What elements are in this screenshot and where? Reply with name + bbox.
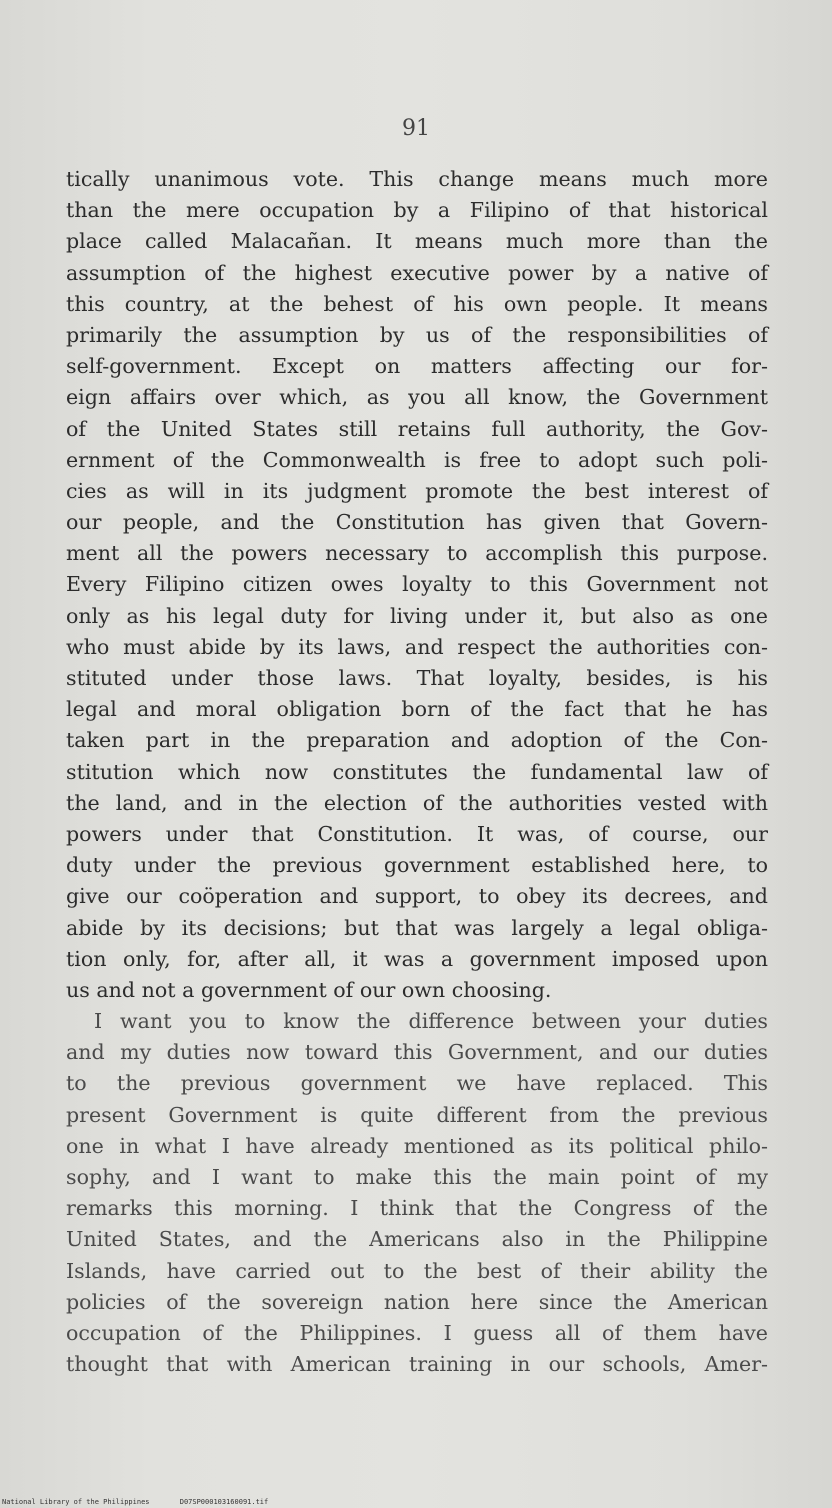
text-line: the land, and in the election of the authorities vested with	[66, 790, 768, 815]
text-line: cies as will in its judgment promote the best interest of	[66, 478, 768, 503]
text-line: taken part in the preparation and adoption of the Con-	[66, 728, 768, 753]
text-line: stitution which now constitutes the fundamental law of	[66, 759, 768, 784]
text-line: remarks this morning. I think that the Congress of the	[66, 1196, 768, 1221]
text-line: Islands, have carried out to the best of their ability the	[66, 1258, 768, 1283]
text-line: and my duties now toward this Government, and our duties	[66, 1040, 768, 1065]
text-line: eign affairs over which, as you all know, the Government	[66, 385, 768, 410]
page-number: 91	[402, 116, 430, 141]
text-line: primarily the assumption by us of the responsibilities of	[66, 322, 768, 347]
text-line: present Government is quite different from the previous	[66, 1102, 768, 1127]
text-line: sophy, and I want to make this the main point of my	[66, 1165, 768, 1189]
text-line: assumption of the highest executive power by a native of	[66, 260, 768, 285]
text-line-paragraph-end: us and not a government of our own choosing.	[66, 977, 552, 1002]
text-line: thought that with American training in our schools, Amer-	[66, 1352, 768, 1377]
text-line: abide by its decisions; but that was largely a legal obliga-	[66, 915, 768, 940]
text-line: ernment of the Commonwealth is free to adopt such poli-	[66, 447, 768, 472]
text-line: self-government. Except on matters affecting our for-	[66, 354, 768, 379]
text-line: place called Malacañan. It means much more than the	[66, 229, 768, 254]
text-line: give our coöperation and support, to obey its decrees, and	[66, 884, 768, 909]
text-line: who must abide by its laws, and respect the authorities con-	[66, 634, 768, 659]
text-line: to the previous government we have replaced. This	[66, 1071, 768, 1096]
text-line: ment all the powers necessary to accomplish this purpose.	[66, 541, 768, 566]
text-line: legal and moral obligation born of the fact that he has	[66, 697, 768, 722]
text-line: this country, at the behest of his own people. It means	[66, 291, 768, 316]
text-line: than the mere occupation by a Filipino of that historical	[66, 198, 768, 223]
body-text	[66, 164, 768, 1380]
text-line: only as his legal duty for living under it, but also as one	[66, 603, 768, 628]
text-line: Every Filipino citizen owes loyalty to this Government not	[66, 572, 768, 597]
text-line: tically unanimous vote. This change means much more	[66, 167, 768, 191]
text-line: one in what I have already mentioned as its political philo-	[66, 1133, 768, 1158]
library-credit: National Library of the Philippines	[2, 1498, 150, 1506]
scan-footer	[2, 1498, 294, 1506]
text-line: duty under the previous government established here, to	[66, 853, 768, 878]
text-line: stituted under those laws. That loyalty, besides, is his	[66, 666, 768, 690]
text-line: powers under that Constitution. It was, of course, our	[66, 821, 768, 846]
text-line-paragraph-start: I want you to know the difference between your duties	[94, 1009, 768, 1034]
text-line: of the United States still retains full authority, the Gov-	[66, 416, 768, 441]
text-line: occupation of the Philippines. I guess all of them have	[66, 1320, 768, 1345]
text-line: policies of the sovereign nation here since the American	[66, 1289, 768, 1314]
text-line: tion only, for, after all, it was a government imposed upon	[66, 946, 768, 971]
file-name: D07SP000103160091.tif	[179, 1498, 269, 1506]
text-line: our people, and the Constitution has given that Govern-	[66, 510, 768, 535]
text-line: United States, and the Americans also in the Philippine	[66, 1227, 768, 1252]
